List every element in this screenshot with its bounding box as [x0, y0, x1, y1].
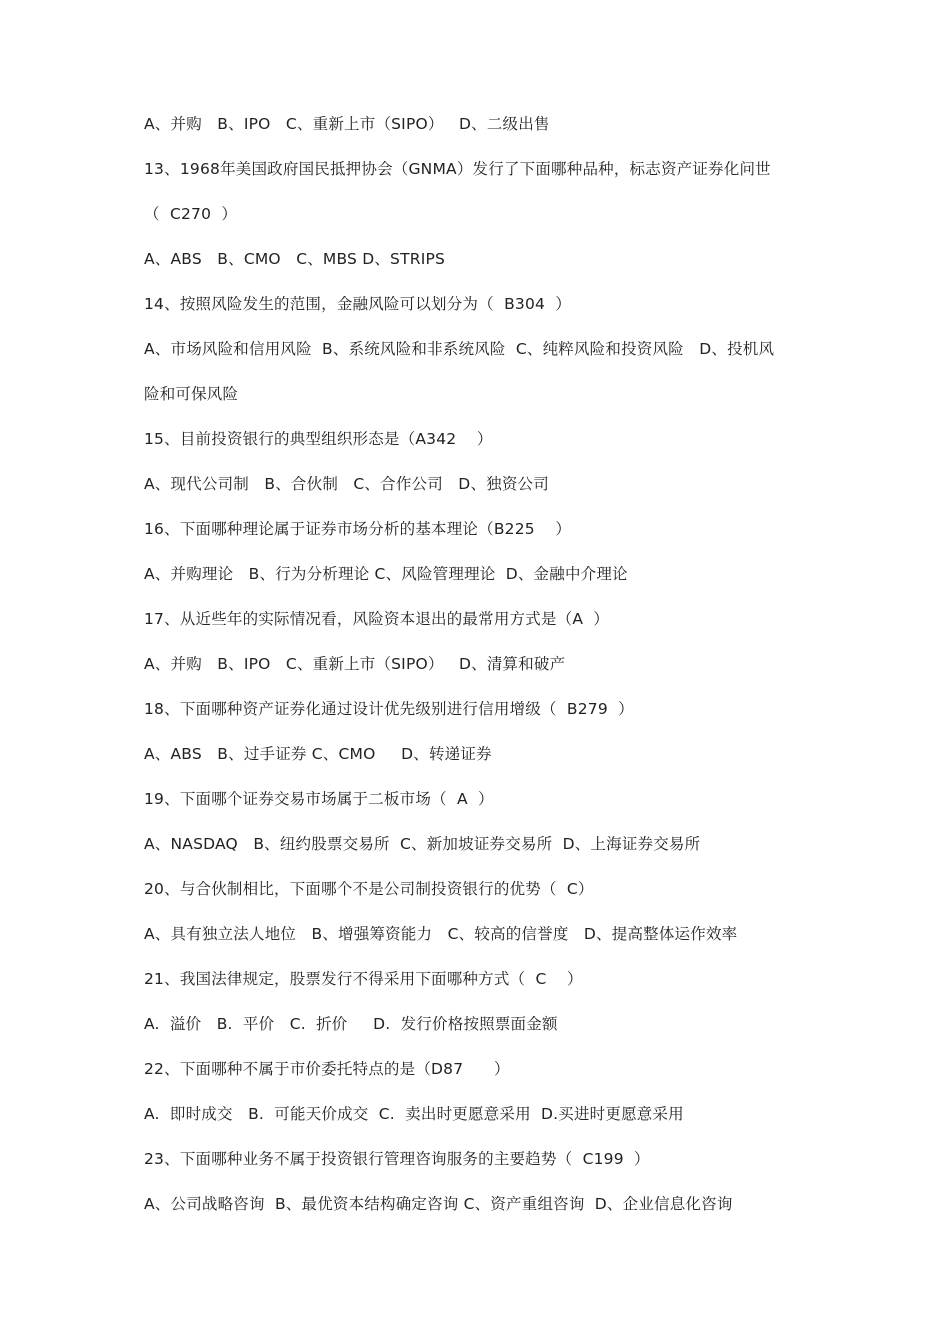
question-line: 20、与合伙制相比，下面哪个不是公司制投资银行的优势（ C） — [144, 880, 594, 898]
option-line: A、市场风险和信用风险 B、系统风险和非系统风险 C、纯粹风险和投资风险 D、投机风 — [144, 340, 775, 358]
option-line-continued: 险和可保风险 — [144, 385, 239, 403]
option-line: A、现代公司制 B、合伙制 C、合作公司 D、独资公司 — [144, 475, 549, 493]
question-line: 15、目前投资银行的典型组织形态是（A342 ） — [144, 430, 493, 448]
option-line: A. 溢价 B. 平价 C. 折价 D. 发行价格按照票面金额 — [144, 1015, 558, 1033]
question-line: 18、下面哪种资产证券化通过设计优先级别进行信用增级（ B279 ） — [144, 700, 634, 718]
question-line: 23、下面哪种业务不属于投资银行管理咨询服务的主要趋势（ C199 ） — [144, 1150, 650, 1168]
question-line: 19、下面哪个证券交易市场属于二板市场（ A ） — [144, 790, 494, 808]
option-line: A、公司战略咨询 B、最优资本结构确定咨询 C、资产重组咨询 D、企业信息化咨询 — [144, 1195, 733, 1213]
question-line: 21、我国法律规定，股票发行不得采用下面哪种方式（ C ） — [144, 970, 583, 988]
option-line: A. 即时成交 B. 可能天价成交 C. 卖出时更愿意采用 D.买进时更愿意采用 — [144, 1105, 684, 1123]
option-line: A、具有独立法人地位 B、增强筹资能力 C、较高的信誉度 D、提高整体运作效率 — [144, 925, 738, 943]
option-line: A、NASDAQ B、纽约股票交易所 C、新加坡证券交易所 D、上海证券交易所 — [144, 835, 701, 853]
question-line: 14、按照风险发生的范围，金融风险可以划分为（ B304 ） — [144, 295, 572, 313]
question-line: 13、1968年美国政府国民抵押协会（GNMA）发行了下面哪种品种，标志资产证券化问世 — [144, 160, 771, 178]
question-line: 16、下面哪种理论属于证券市场分析的基本理论（B225 ） — [144, 520, 572, 538]
option-line: A、并购 B、IPO C、重新上市（SIPO） D、清算和破产 — [144, 655, 566, 673]
question-text-block — [144, 109, 824, 1234]
option-line: A、并购 B、IPO C、重新上市（SIPO） D、二级出售 — [144, 115, 550, 133]
question-line: 22、下面哪种不属于市价委托特点的是（D87 ） — [144, 1060, 510, 1078]
option-line: A、ABS B、过手证券 C、CMO D、转递证券 — [144, 745, 492, 763]
question-line-continued: （ C270 ） — [144, 205, 238, 223]
option-line: A、ABS B、CMO C、MBS D、STRIPS — [144, 250, 446, 268]
option-line: A、并购理论 B、行为分析理论 C、风险管理理论 D、金融中介理论 — [144, 565, 628, 583]
question-line: 17、从近些年的实际情况看，风险资本退出的最常用方式是（A ） — [144, 610, 610, 628]
